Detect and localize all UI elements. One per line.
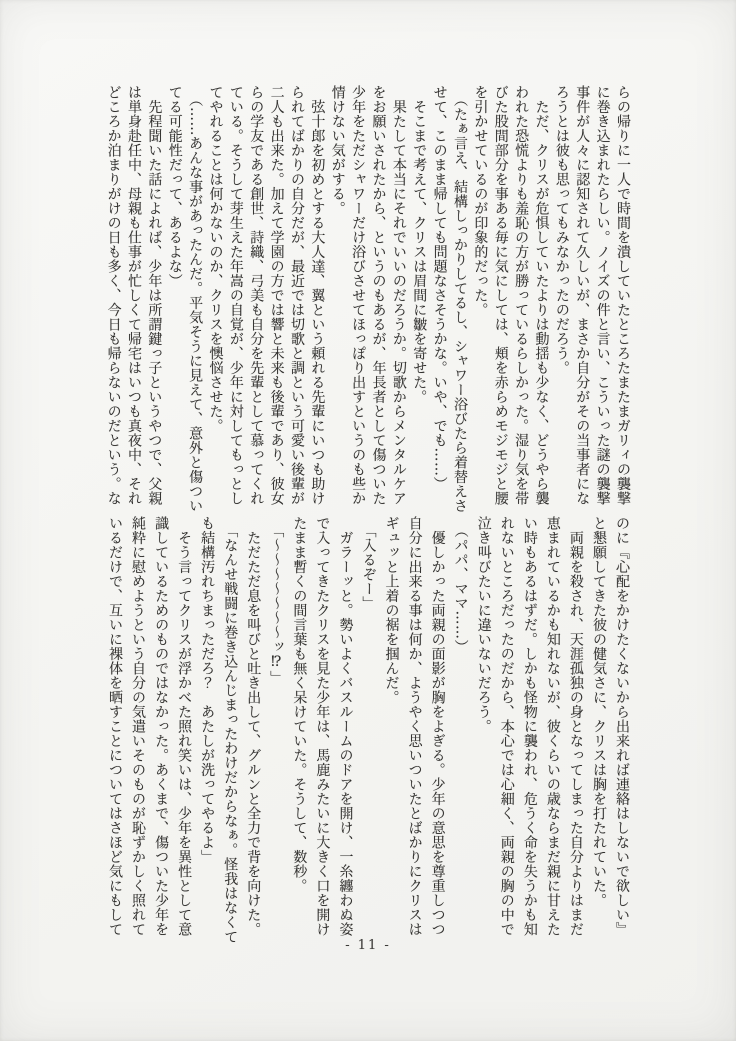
text-line: 恵まれているかも知れないが、彼くらいの歳ならまだ親に甘えた (544, 516, 561, 937)
text-line: てる可能性だって、あるよな） (166, 85, 183, 288)
text-line: てやれることは何かないのか、クリスを懊悩させた。 (207, 85, 224, 433)
text-line: ている。そうして芽生えた年嵩の自覚が、少年に対してもっとし (227, 85, 244, 506)
text-line: 先程聞いた話によれば、少年は所謂鍵っ子というやつで、父親 (146, 85, 163, 506)
text-line: れないところだったのだから、本心では心細く、両親の胸の中で (498, 516, 515, 937)
text-line: 二人も出来た。加えて学園の方では響と未来も後輩であり、彼女 (268, 85, 285, 506)
text-line: も結構汚れちまっただろ？ あたしが洗ってやるよ」 (199, 516, 216, 864)
text-line: と懇願してきた彼の健気さに、クリスは胸を打たれていた。 (590, 516, 607, 908)
text-line: どころか泊まりがけの日も多く、今日も帰らないのだという。な (105, 85, 122, 506)
text-line: 優しかった両親の面影が胸をよぎる。少年の意思を尊重しつつ (429, 516, 446, 937)
text-line: 果たして本当にそれでいいのだろうか。切歌からメンタルケア (390, 85, 407, 506)
text-line: に巻き込まれたらしい。ノイズの件と言い、こういった謎の襲撃 (594, 85, 611, 506)
text-line: 純粋に慰めようという自分の気遣いそのものが恥ずかしく照れて (130, 516, 147, 937)
text-line: 情けない気がする。 (329, 85, 346, 216)
text-line: ろうとは彼も思ってもみなかったのだろう。 (553, 85, 570, 375)
text-line: で入ってきたクリスを見た少年は、馬鹿みたいに大きく口を開け (314, 516, 331, 937)
text-line: （パパ、ママ……） (452, 516, 469, 654)
text-line: 「～～～～～～～ッ⁉」 (268, 516, 285, 685)
text-line: 自分に出来る事は何か、ようやく思いついたとばかりにクリスは (406, 516, 423, 937)
text-line: ガラーッと。勢いよくバスルームのドアを開け、一糸纏わぬ姿 (337, 516, 354, 937)
page-number: - 11 - (345, 938, 391, 953)
text-line: らの学友である創世、詩織、弓美も自分を先輩として慕ってくれ (248, 85, 265, 506)
text-line: 「入るぞー」 (360, 516, 377, 611)
text-line: せて、このまま帰しても問題なさそうかな。いや、でも……） (431, 85, 448, 491)
text-line: ギュッと上着の裾を掴んだ。 (383, 516, 400, 705)
text-line: （たぁ言え、結構しっかりしてるし、シャワー浴びたら着替えさ (452, 85, 468, 513)
text-line: を引かせているのが印象的だった。 (472, 85, 489, 317)
text-line: たまま暫くの間言葉も無く呆けていた。そうして、数秒。 (291, 516, 308, 893)
text-line: いるだけで、互いに裸体を晒すことについてはさほど気にもして (106, 516, 123, 937)
text-line: そこまで考えて、クリスは眉間に皺を寄せた。 (411, 85, 428, 404)
text-line: （……あんな事があったんだ。平気そうに見えて、意外と傷つい (187, 85, 204, 513)
text-line: 泣き叫びたいに違いないだろう。 (475, 516, 492, 734)
text-line: びた股間部分を事ある毎に気にしては、頬を赤らめモジモジと腰 (492, 85, 509, 506)
text-line: い時もあるはずだ。しかも怪物に襲われ、危うく命を失うかも知 (521, 516, 538, 937)
text-line: 両親を殺され、天涯孤独の身となってしまった自分よりはまだ (567, 516, 584, 937)
text-line: 事件が人々に認知されて久しいが、まさか自分がその当事者にな (574, 85, 591, 506)
text-line: われた恐慌よりも羞恥の方が勝っているらしかった。湿り気を帯 (513, 85, 530, 506)
text-line: ただただ息を叫びと吐き出して、グルンと全力で背を向けた。 (245, 516, 262, 937)
text-block-bottom (103, 516, 633, 942)
text-line: のに『心配をかけたくないから出来れば連絡はしないで欲しい』 (614, 516, 630, 937)
text-line: 「なんせ戦闘に巻き込んじまったわけだからなぁ。怪我はなくて (222, 516, 239, 944)
text-block-top (103, 85, 633, 511)
text-line: をお願いされたから、というのもあるが、年長者として傷ついた (370, 85, 387, 506)
text-line: らの帰りに一人で時間を潰していたところたまたまガリィの襲撃 (615, 85, 631, 506)
text-line: られてばかりの自分だが、最近では切歌と調という可愛い後輩が (289, 85, 305, 506)
text-line: は単身赴任中、母親も仕事が忙しくて帰宅はいつも真夜中、それ (126, 85, 142, 506)
text-line: そう言ってクリスが浮かべた照れ笑いは、少年を異性として意 (176, 516, 193, 937)
text-line: 少年をただシャワーだけ浴びさせてほっぽり出すというのも些か (350, 85, 367, 506)
text-line: 識しているためのものではなかった。あくまで、傷ついた少年を (153, 516, 170, 937)
text-line: ただ、クリスが危惧していたよりは動揺も少なく、どうやら襲 (533, 85, 550, 506)
text-line: 弦十郎を初めとする大人達、翼という頼れる先輩にいつも助け (309, 85, 326, 506)
